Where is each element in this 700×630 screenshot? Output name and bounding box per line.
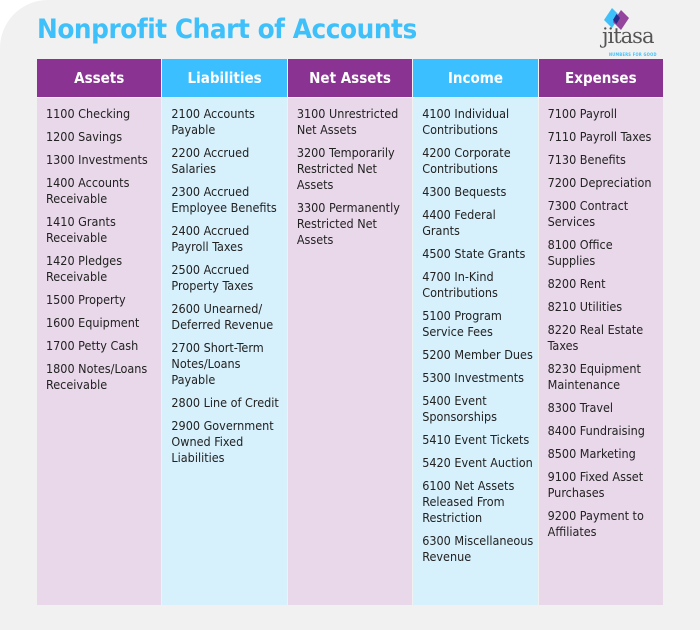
column-assets — [37, 59, 161, 605]
account-item: 5300 Investments — [422, 370, 524, 385]
column-expenses — [539, 59, 663, 605]
account-item: 2100 Accounts Payable — [171, 106, 255, 137]
account-item: 6100 Net Assets Released From Restriction — [422, 478, 515, 525]
account-item: 2600 Unearned/ Deferred Revenue — [171, 301, 274, 332]
account-item: 3200 Temporarily Restricted Net Assets — [296, 145, 395, 192]
account-item: 4200 Corporate Contributions — [422, 145, 511, 176]
account-item: 8500 Marketing — [547, 446, 636, 461]
column-body — [288, 98, 412, 605]
account-item: 2900 Government Owned Fixed Liabilities — [171, 418, 274, 465]
account-item: 2500 Accrued Property Taxes — [171, 262, 254, 293]
account-item: 8230 Equipment Maintenance — [547, 361, 641, 392]
account-item: 5200 Member Dues — [422, 347, 533, 362]
accounts-table — [37, 59, 663, 605]
column-income — [413, 59, 537, 605]
account-item: 8200 Rent — [547, 276, 606, 291]
account-item: 2400 Accrued Payroll Taxes — [171, 223, 250, 254]
account-item: 7110 Payroll Taxes — [547, 129, 652, 144]
account-item: 9200 Payment to Affiliates — [547, 508, 644, 539]
account-item: 3300 Permanently Restricted Net Assets — [296, 200, 400, 247]
account-item: 4500 State Grants — [422, 246, 526, 261]
account-item: 8220 Real Estate Taxes — [547, 322, 644, 353]
column-header: Assets — [37, 59, 161, 97]
column-body — [37, 98, 161, 605]
account-item: 2800 Line of Credit — [171, 395, 279, 410]
column-header: Expenses — [539, 59, 663, 97]
column-body — [162, 98, 286, 605]
column-header: Net Assets — [288, 59, 412, 97]
column-net-assets — [288, 59, 412, 605]
column-liabilities — [162, 59, 286, 605]
account-item: 1500 Property — [46, 292, 126, 307]
column-header: Income — [413, 59, 537, 97]
account-item: 4700 In-Kind Contributions — [422, 269, 498, 300]
account-item: 8210 Utilities — [547, 299, 623, 314]
logo-tagline: NUMBERS FOR GOOD — [609, 52, 657, 57]
account-item: 7130 Benefits — [547, 152, 626, 167]
account-item: 4100 Individual Contributions — [422, 106, 510, 137]
account-item: 1200 Savings — [46, 129, 123, 144]
account-item: 2300 Accrued Employee Benefits — [171, 184, 277, 215]
account-item: 5400 Event Sponsorships — [422, 393, 497, 424]
account-item: 1800 Notes/Loans Receivable — [46, 361, 148, 392]
account-item: 1600 Equipment — [46, 315, 140, 330]
account-item: 7300 Contract Services — [547, 198, 629, 229]
account-item: 3100 Unrestricted Net Assets — [296, 106, 399, 137]
logo-wordmark: jitasa — [602, 24, 654, 48]
account-item: 1400 Accounts Receivable — [46, 175, 130, 206]
account-item: 1410 Grants Receivable — [46, 214, 116, 245]
account-item: 2200 Accrued Salaries — [171, 145, 250, 176]
account-item: 4300 Bequests — [422, 184, 507, 199]
account-item: 5420 Event Auction — [422, 455, 533, 470]
column-body — [539, 98, 663, 605]
account-item: 1300 Investments — [46, 152, 148, 167]
column-header: Liabilities — [162, 59, 286, 97]
account-item: 5410 Event Tickets — [422, 432, 530, 447]
account-item: 9100 Fixed Asset Purchases — [547, 469, 644, 500]
account-item: 1420 Pledges Receivable — [46, 253, 123, 284]
account-item: 2700 Short-Term Notes/Loans Payable — [171, 340, 264, 387]
account-item: 8100 Office Supplies — [547, 237, 613, 268]
account-item: 5100 Program Service Fees — [422, 308, 502, 339]
account-item: 1100 Checking — [46, 106, 131, 121]
account-item: 8400 Fundraising — [547, 423, 645, 438]
account-item: 6300 Miscellaneous Revenue — [422, 533, 534, 564]
jitasa-logo — [600, 6, 670, 60]
account-item: 7100 Payroll — [547, 106, 618, 121]
page-title: Nonprofit Chart of Accounts — [37, 14, 417, 45]
account-item: 8300 Travel — [547, 400, 614, 415]
column-body — [413, 98, 537, 605]
account-item: 7200 Depreciation — [547, 175, 652, 190]
account-item: 1700 Petty Cash — [46, 338, 139, 353]
account-item: 4400 Federal Grants — [422, 207, 496, 238]
